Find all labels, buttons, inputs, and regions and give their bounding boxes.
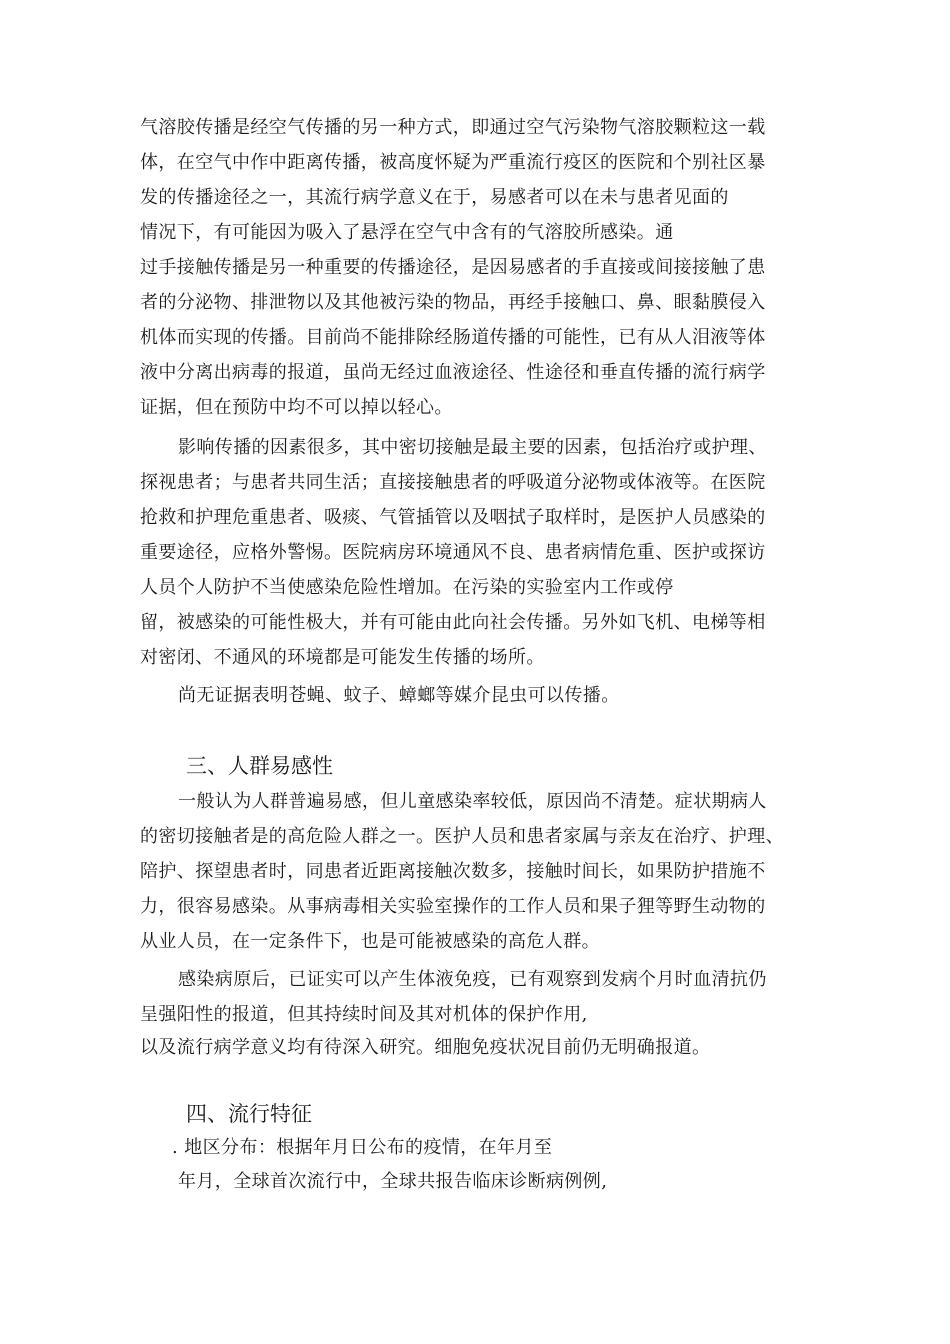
paragraph-line: 重要途径，应格外警惕。医院病房环境通风不良、患者病情危重、医护或探访 [140, 542, 766, 563]
paragraph-line: 发的传播途径之一，其流行病学意义在于，易感者可以在未与患者见面的 [140, 187, 729, 208]
paragraph-line: 者的分泌物、排泄物以及其他被污染的物品，再经手接触口、鼻、眼黏膜侵入 [140, 292, 766, 313]
paragraph-line: 人员个人防护不当使感染危险性增加。在污染的实验室内工作或停 [140, 577, 674, 598]
paragraph-line: 呈强阳性的报道，但其持续时间及其对机体的保护作用, [140, 1004, 588, 1025]
paragraph-line: 对密闭、不通风的环境都是可能发生传播的场所。 [140, 647, 545, 668]
paragraph-line: 陪护、探望患者时，同患者近距离接触次数多，接触时间长，如果防护措施不 [140, 861, 766, 882]
paragraph-line: 气溶胶传播是经空气传播的另一种方式，即通过空气污染物气溶胶颗粒这一载 [140, 117, 766, 138]
paragraph-line: 过手接触传播是另一种重要的传播途径，是因易感者的手直接或间接接触了患 [140, 257, 766, 278]
paragraph-line: 情况下，有可能因为吸入了悬浮在空气中含有的气溶胶所感染。通 [140, 222, 674, 243]
paragraph-line: 一般认为人群普遍易感，但儿童感染率较低，原因尚不清楚。症状期病人 [178, 791, 767, 812]
paragraph-line: 体，在空气中作中距离传播，被高度怀疑为严重流行疫区的医院和个别社区暴 [140, 152, 766, 173]
section-heading: 四、流行特征 [186, 1102, 312, 1126]
paragraph-line: 感染病原后，已证实可以产生体液免疫，已有观察到发病个月时血清抗仍 [178, 969, 767, 990]
paragraph-line: 以及流行病学意义均有待深入研究。细胞免疫状况目前仍无明确报道。 [140, 1037, 711, 1058]
paragraph-line: . 地区分布：根据年月日公布的疫情，在年月至 [172, 1137, 553, 1158]
paragraph-line: 从业人员，在一定条件下，也是可能被感染的高危人群。 [140, 931, 600, 952]
paragraph-line: 探视患者；与患者共同生活；直接接触患者的呼吸道分泌物或体液等。在医院 [140, 472, 766, 493]
section-heading: 三、人群易感性 [186, 754, 333, 778]
paragraph-line: 尚无证据表明苍蝇、蚊子、蟑螂等媒介昆虫可以传播。 [178, 685, 620, 706]
paragraph-line: 影响传播的因素很多，其中密切接触是最主要的因素，包括治疗或护理、 [178, 437, 767, 458]
paragraph-line: 液中分离出病毒的报道，虽尚无经过血液途径、性途径和垂直传播的流行病学 [140, 362, 766, 383]
paragraph-line: 力，很容易感染。从事病毒相关实验室操作的工作人员和果子狸等野生动物的 [140, 896, 766, 917]
paragraph-line: 抢救和护理危重患者、吸痰、气管插管以及咽拭子取样时，是医护人员感染的 [140, 507, 766, 528]
paragraph-line: 证据，但在预防中均不可以掉以轻心。 [140, 397, 453, 418]
paragraph-line: 留，被感染的可能性极大，并有可能由此向社会传播。另外如飞机、电梯等相 [140, 612, 766, 633]
paragraph-line: 的密切接触者是的高危险人群之一。医护人员和患者家属与亲友在治疗、护理、 [140, 826, 784, 847]
paragraph-line: 年月，全球首次流行中，全球共报告临床诊断病例例, [178, 1171, 608, 1192]
paragraph-line: 机体而实现的传播。目前尚不能排除经肠道传播的可能性，已有从人泪液等体 [140, 327, 766, 348]
